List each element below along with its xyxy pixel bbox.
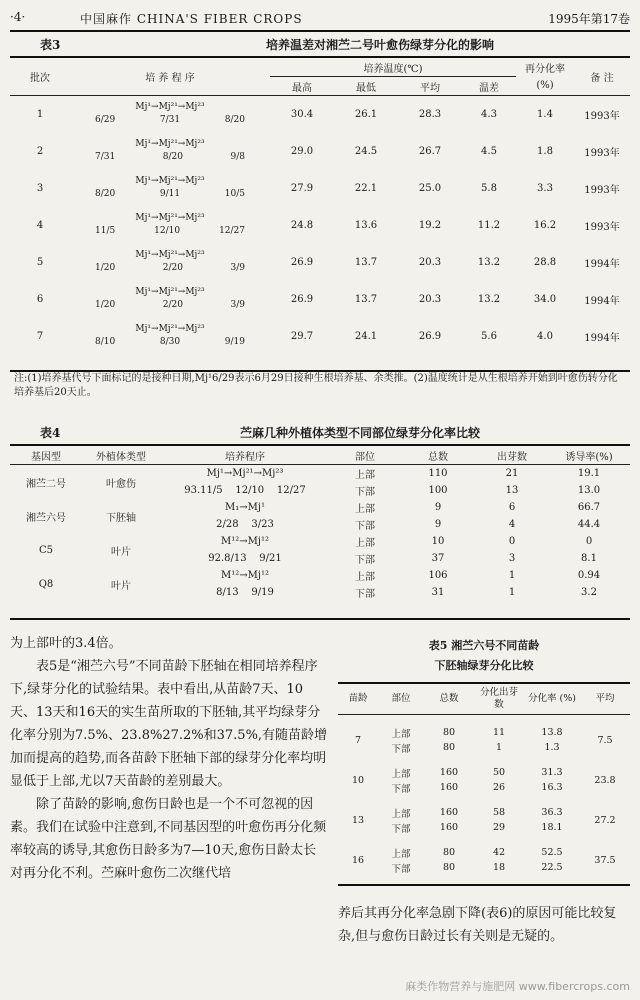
table4-title: 苎麻几种外植体类型不同部位绿芽分化率比较 — [239, 426, 480, 440]
t5-part: 下部 — [391, 823, 411, 835]
table-row — [338, 755, 630, 765]
t5-head-rate: 分化率 (%) — [528, 693, 576, 704]
t4-head-rate: 诱导率(%) — [565, 451, 613, 463]
paragraph: 表5是“湘苎六号”不同苗龄下胚轴在相同培养程序下,绿芽分化的试验结果。表中看出,从苗龄7天、10天、13天和16天的实生苗所取的下胚轴,其平均绿芽分化率分别为7.5%、23.8%27.2%和37.5%,有随苗龄增加而提高的趋势,而各苗龄下胚轴下部的绿芽分化率均明显低于上部,尤以7天苗龄的差别最大。 — [10, 659, 328, 789]
t5-head-total: 总数 — [439, 693, 459, 704]
t4-date: 8/13 — [216, 587, 239, 598]
body-text-left — [10, 632, 328, 885]
t3-date: 11/5 — [95, 226, 116, 236]
table-row — [10, 499, 630, 516]
t5-bud: 58 — [492, 807, 506, 818]
t5-part: 上部 — [391, 768, 411, 780]
t3-diff: 13.2 — [477, 256, 501, 268]
t3-head-diff: 温差 — [479, 82, 499, 94]
t3-program — [70, 170, 270, 207]
t3-avg: 25.0 — [418, 182, 442, 194]
t4-bud: 13 — [505, 485, 519, 496]
t3-min: 13.6 — [354, 219, 378, 231]
t4-seq: M₁→Mj¹ — [225, 502, 265, 513]
t3-seq: Mj¹→Mj²¹→Mj²³ — [135, 102, 205, 113]
t5-part: 上部 — [391, 848, 411, 860]
t3-date: 9/19 — [224, 337, 245, 347]
t5-bud: 50 — [492, 767, 506, 778]
table-row — [10, 96, 630, 133]
t3-date: 2/20 — [162, 263, 183, 273]
t3-note: 1993年 — [584, 184, 620, 196]
t3-head-avg: 平均 — [420, 82, 440, 94]
t4-head-bud: 出芽数 — [497, 451, 527, 463]
t4-bud: 21 — [505, 468, 519, 479]
t3-head-batch: 批次 — [30, 73, 50, 84]
t5-bud: 18 — [492, 862, 506, 873]
t3-date: 1/20 — [95, 300, 116, 310]
t4-bud: 0 — [508, 536, 516, 547]
table3-footnote: 注:(1)培养基代号下面标记的是接种日期,Mj¹6/29表示6月29日接种生根培养基、余类推。(2)温度统计是从生根培养开始到叶愈伤转分化培养基后20天止。 — [14, 373, 618, 398]
t3-note: 1993年 — [584, 147, 620, 159]
t4-genotype: 湘苎六号 — [26, 512, 66, 524]
t3-seq: Mj¹→Mj²¹→Mj²³ — [135, 250, 205, 260]
t5-age: 13 — [351, 814, 365, 826]
t3-rate: 1.4 — [537, 108, 553, 120]
table-row — [10, 207, 630, 244]
t5-avg: 27.2 — [594, 814, 616, 826]
t4-rate: 3.2 — [581, 587, 597, 598]
t4-total: 37 — [431, 553, 445, 564]
t3-rate: 28.8 — [533, 256, 557, 268]
t4-part: 上部 — [355, 504, 375, 515]
t4-bud: 6 — [508, 502, 516, 513]
table-row — [338, 725, 630, 740]
t5-rate: 13.8 — [541, 727, 563, 738]
t4-bud: 4 — [508, 519, 516, 530]
t3-program — [70, 318, 270, 355]
t4-rate: 8.1 — [581, 553, 597, 564]
paragraph: 除了苗龄的影响,愈伤日龄也是一个不可忽视的因素。我们在试验中注意到,不同基因型的叶愈伤再分化频率较高的诱导,其愈伤日龄多为7—10天,愈伤日龄太长对再分化不利。苎麻叶愈伤二次继代培 — [10, 797, 327, 881]
page-number: ·4· — [10, 10, 26, 24]
t4-part: 下部 — [355, 521, 375, 532]
table3-label: 表3 — [40, 38, 61, 52]
t4-bud: 3 — [508, 553, 516, 564]
t4-date: 92.8/13 — [208, 553, 247, 564]
t3-avg: 26.9 — [418, 330, 442, 342]
t3-min: 22.1 — [354, 182, 378, 194]
table-row — [10, 133, 630, 170]
t4-rate: 66.7 — [577, 502, 601, 513]
t3-min: 24.1 — [354, 330, 378, 342]
t3-diff: 5.8 — [481, 182, 497, 194]
t3-batch: 3 — [36, 182, 44, 194]
table5-label: 表5 湘苎六号不同苗龄 — [428, 639, 540, 652]
t5-head-age: 苗龄 — [348, 693, 368, 704]
t4-date: 9/21 — [259, 553, 282, 564]
t3-diff: 4.3 — [481, 108, 497, 120]
t4-genotype: C5 — [38, 544, 53, 556]
t4-dates — [160, 482, 330, 499]
table4-bottom-rule — [10, 618, 630, 620]
t3-avg: 26.7 — [418, 145, 442, 157]
t5-bud: 42 — [492, 847, 506, 858]
t5-rate: 16.3 — [541, 782, 563, 793]
t5-bud: 11 — [492, 727, 506, 738]
t4-total: 9 — [434, 519, 442, 530]
t3-batch: 1 — [36, 108, 44, 120]
t4-date: 2/28 — [216, 519, 239, 530]
t5-avg: 37.5 — [594, 854, 616, 866]
t5-head-avg: 平均 — [595, 693, 615, 704]
t3-diff: 11.2 — [477, 219, 501, 231]
t3-head-rate-unit: (%) — [536, 80, 554, 92]
t4-total: 106 — [428, 570, 448, 581]
t4-head-part: 部位 — [355, 451, 375, 463]
t3-max: 27.9 — [290, 182, 314, 194]
t3-date: 9/11 — [159, 189, 181, 199]
table-row — [10, 465, 630, 483]
t3-date: 8/10 — [95, 337, 116, 347]
t3-max: 29.0 — [290, 145, 314, 157]
t3-rate: 16.2 — [533, 219, 557, 231]
t3-diff: 13.2 — [477, 293, 501, 305]
table3 — [10, 58, 630, 355]
t5-avg: 7.5 — [597, 734, 613, 746]
journal-name: 中国麻作 CHINA'S FIBER CROPS — [80, 12, 303, 26]
t3-date: 12/10 — [154, 226, 181, 236]
table3-title: 培养温差对湘苎二号叶愈伤绿芽分化的影响 — [265, 38, 494, 52]
t4-explant: 叶片 — [111, 580, 131, 592]
t3-seq: Mj¹→Mj²¹→Mj²³ — [135, 213, 205, 223]
t3-program — [70, 244, 270, 281]
t3-rate: 1.8 — [537, 145, 553, 157]
t5-total: 80 — [442, 727, 456, 738]
t4-dates — [160, 584, 330, 601]
t4-dates — [160, 550, 330, 567]
t5-total: 160 — [439, 767, 459, 778]
t3-head-min: 最低 — [356, 82, 376, 94]
t3-max: 26.9 — [290, 256, 314, 268]
t3-max: 29.7 — [290, 330, 314, 342]
issue-label: 1995年第17卷 — [548, 12, 630, 26]
t4-date: 93.11/5 — [184, 485, 223, 496]
t3-date: 9/8 — [230, 152, 245, 162]
table-row — [338, 715, 630, 726]
t4-date: 12/10 — [235, 485, 265, 496]
body-text-right: 养后其再分化率急剧下降(表6)的原因可能比较复杂,但与愈伤日龄过长有关则是无疑的。 — [338, 906, 617, 944]
t5-rate: 18.1 — [541, 822, 563, 833]
t4-seq: Mj¹→Mj²¹→Mj²³ — [206, 468, 284, 479]
t3-batch: 5 — [36, 256, 44, 268]
t3-min: 24.5 — [354, 145, 378, 157]
t4-rate: 44.4 — [577, 519, 601, 530]
t4-bud: 1 — [508, 587, 516, 598]
t5-age: 16 — [351, 854, 365, 866]
t5-avg: 23.8 — [594, 774, 616, 786]
page-header — [0, 6, 640, 28]
t4-genotype: Q8 — [38, 578, 54, 590]
t3-program — [70, 96, 270, 133]
t4-bud: 1 — [508, 570, 516, 581]
t3-date: 8/20 — [224, 115, 245, 126]
t4-total: 100 — [428, 485, 448, 496]
t5-total: 160 — [439, 807, 459, 818]
t4-explant: 叶片 — [111, 546, 131, 558]
table5-title: 下胚轴绿芽分化比较 — [434, 659, 534, 672]
table5-bottom-rule — [338, 884, 630, 886]
t4-rate: 0 — [585, 536, 593, 547]
t5-age: 7 — [354, 734, 362, 746]
t5-head-bud: 分化出芽 数 — [479, 687, 518, 710]
t3-date: 8/20 — [95, 189, 116, 199]
t3-rate: 34.0 — [533, 293, 557, 305]
t3-note: 1993年 — [584, 110, 620, 122]
t4-seq: M¹²→Mj¹² — [221, 570, 269, 581]
t5-rate: 36.3 — [541, 807, 563, 818]
t3-date: 7/31 — [95, 152, 116, 162]
t3-rate: 3.3 — [537, 182, 553, 194]
t3-program — [70, 207, 270, 244]
t3-date: 12/27 — [219, 226, 245, 236]
t4-genotype: 湘苎二号 — [26, 478, 66, 490]
t4-part: 上部 — [355, 470, 375, 481]
table-row — [338, 845, 630, 860]
t3-avg: 28.3 — [418, 108, 442, 120]
t3-min: 13.7 — [354, 256, 378, 268]
t3-max: 26.9 — [290, 293, 314, 305]
t5-rate: 22.5 — [541, 862, 563, 873]
table-row — [10, 244, 630, 281]
table-row — [10, 170, 630, 207]
t3-head-program: 培 养 程 序 — [145, 73, 195, 84]
t4-explant: 叶愈伤 — [106, 478, 136, 490]
t4-total: 110 — [428, 468, 448, 479]
t3-seq: Mj¹→Mj²¹→Mj²³ — [135, 139, 205, 149]
t4-date: 3/23 — [251, 519, 274, 530]
t4-head-total: 总数 — [428, 451, 448, 463]
t3-date: 8/30 — [159, 337, 181, 347]
t3-note: 1993年 — [584, 221, 620, 233]
t4-head-genotype: 基因型 — [31, 451, 61, 463]
t3-seq: Mj¹→Mj²¹→Mj²³ — [135, 287, 205, 297]
t4-head-program: 培养程序 — [225, 451, 265, 463]
t3-head-max: 最高 — [292, 82, 312, 94]
t3-max: 24.8 — [290, 219, 314, 231]
t3-rate: 4.0 — [537, 330, 553, 342]
t3-note: 1994年 — [584, 295, 620, 307]
t3-min: 26.1 — [354, 108, 378, 120]
t3-date: 3/9 — [230, 300, 245, 310]
t3-date: 1/20 — [95, 263, 116, 273]
t3-date: 3/9 — [230, 263, 245, 273]
t3-avg: 19.2 — [418, 219, 442, 231]
table-row — [338, 835, 630, 845]
t5-bud: 1 — [495, 742, 503, 753]
t5-part: 上部 — [391, 728, 411, 740]
table-row — [338, 795, 630, 805]
t3-seq: Mj¹→Mj²¹→Mj²³ — [135, 176, 205, 186]
t5-rate: 31.3 — [541, 767, 563, 778]
watermark: 麻类作物营养与施肥网 www.fibercrops.com — [405, 980, 630, 993]
t5-total: 80 — [442, 742, 456, 753]
t3-avg: 20.3 — [418, 293, 442, 305]
t3-diff: 4.5 — [481, 145, 497, 157]
t3-head-note: 备 注 — [590, 73, 614, 84]
table4-label: 表4 — [40, 426, 61, 440]
header-rule — [10, 30, 630, 32]
t4-head-explant: 外植体类型 — [96, 451, 146, 463]
table-row — [338, 805, 630, 820]
t4-part: 上部 — [355, 538, 375, 549]
paragraph: 为上部叶的3.4倍。 — [10, 636, 122, 651]
t3-diff: 5.6 — [481, 330, 497, 342]
t3-seq: Mj¹→Mj²¹→Mj²³ — [135, 324, 205, 334]
t3-head-temp: 培养温度(℃) — [270, 58, 516, 77]
t3-avg: 20.3 — [418, 256, 442, 268]
t3-date: 10/5 — [224, 189, 245, 199]
t3-head-rate: 再分化率 — [525, 63, 565, 75]
t5-rate: 52.5 — [541, 847, 563, 858]
t3-min: 13.7 — [354, 293, 378, 305]
t3-batch: 6 — [36, 293, 44, 305]
t5-total: 80 — [442, 847, 456, 858]
t5-part: 下部 — [391, 743, 411, 755]
t3-date: 6/29 — [95, 115, 116, 126]
t3-batch: 2 — [36, 145, 44, 157]
t4-rate: 19.1 — [577, 468, 601, 479]
t4-date: 12/27 — [276, 485, 306, 496]
t4-part: 下部 — [355, 555, 375, 566]
t5-total: 160 — [439, 782, 459, 793]
t4-part: 上部 — [355, 572, 375, 583]
t4-date: 9/19 — [251, 587, 274, 598]
table-row — [10, 318, 630, 355]
t3-max: 30.4 — [290, 108, 314, 120]
t3-program — [70, 133, 270, 170]
table-row — [10, 533, 630, 550]
table5-caption — [338, 636, 630, 676]
t4-part: 下部 — [355, 487, 375, 498]
table5 — [338, 684, 630, 875]
t3-date: 8/20 — [162, 152, 183, 162]
t3-program — [70, 281, 270, 318]
t4-total: 10 — [431, 536, 445, 547]
table-row — [10, 281, 630, 318]
t4-rate: 13.0 — [577, 485, 601, 496]
t4-rate: 0.94 — [577, 570, 601, 581]
table4 — [10, 446, 630, 601]
t5-total: 160 — [439, 822, 459, 833]
t4-total: 9 — [434, 502, 442, 513]
t3-note: 1994年 — [584, 332, 620, 344]
t4-part: 下部 — [355, 589, 375, 600]
t3-note: 1994年 — [584, 258, 620, 270]
t4-explant: 下胚轴 — [106, 512, 136, 524]
t3-date: 7/31 — [159, 115, 181, 126]
t4-dates — [160, 516, 330, 533]
t5-total: 80 — [442, 862, 456, 873]
t5-part: 上部 — [391, 808, 411, 820]
t5-part: 下部 — [391, 783, 411, 795]
t3-batch: 7 — [36, 330, 44, 342]
t5-head-part: 部位 — [391, 693, 411, 704]
t5-age: 10 — [351, 774, 365, 786]
table-row — [10, 567, 630, 584]
t5-part: 下部 — [391, 863, 411, 875]
t3-batch: 4 — [36, 219, 44, 231]
t5-bud: 26 — [492, 782, 506, 793]
table-row — [338, 765, 630, 780]
t5-bud: 29 — [492, 822, 506, 833]
t4-seq: M¹²→Mj¹² — [221, 536, 269, 547]
t3-date: 2/20 — [162, 300, 183, 310]
t5-rate: 1.3 — [544, 742, 560, 753]
t4-total: 31 — [431, 587, 445, 598]
